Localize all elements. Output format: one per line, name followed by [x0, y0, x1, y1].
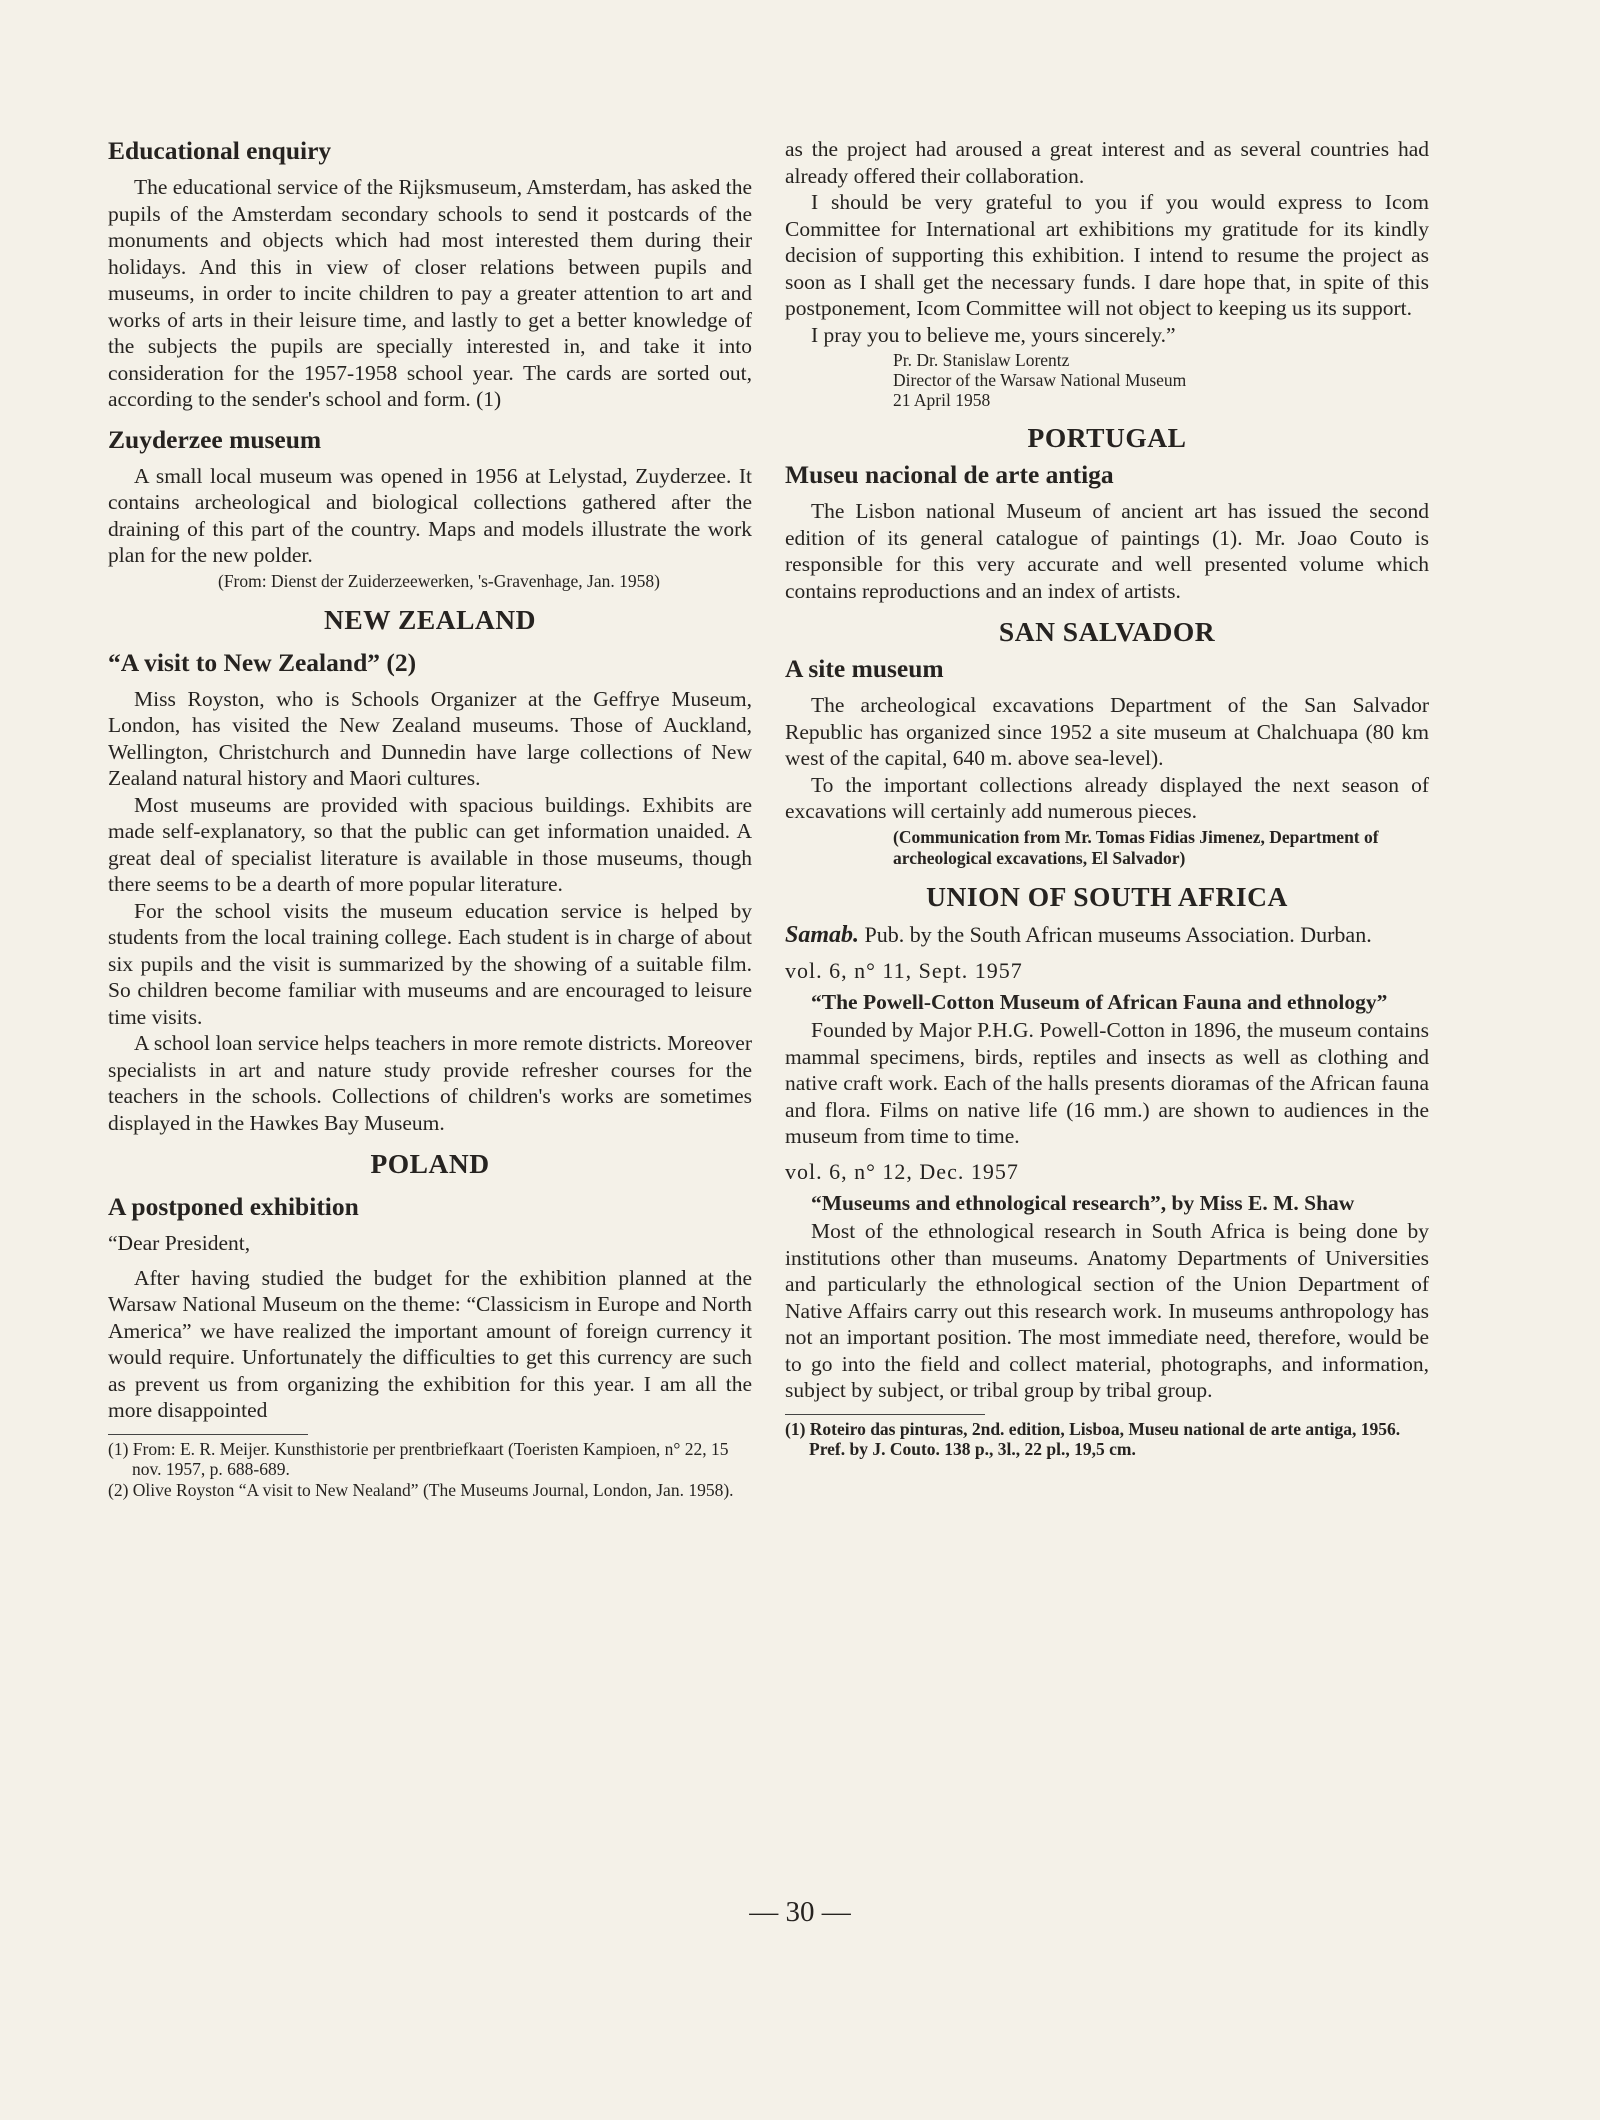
new-zealand-paragraph: A school loan service helps teachers in more remote districts. Moreover specialists in art and nature study provide refresher courses for the teachers in the schools. Collections of children's works are sometimes displayed in the Hawkes Bay Museum. [108, 1031, 752, 1135]
country-san-salvador: SAN SALVADOR [998, 616, 1216, 647]
poland-letter-closing: I pray you to believe me, yours sincerely.” [811, 322, 1176, 347]
new-zealand-paragraph: Most museums are provided with spacious buildings. Exhibits are made self-explanatory, so that the public can get information unaided. A great deal of specialist literature is available in those museums, though there seems to be a dearth of more popular literature. [108, 792, 752, 896]
country-new-zealand: NEW ZEALAND [323, 603, 537, 635]
left-footnotes [108, 1434, 752, 1501]
volume-line-2: vol. 6, n° 12, Dec. 1957 [785, 1158, 1019, 1184]
footnote-2: (2) Olive Royston “A visit to New Nealand” (The Museums Journal, London, Jan. 1958). [108, 1479, 734, 1500]
letter-signature [785, 350, 1429, 410]
footnote-divider [785, 1414, 985, 1415]
san-salvador-text-2: To the important collections already displayed the next season of excavations will certainly add numerous pieces. [785, 772, 1429, 823]
poland-letter-text: After having studied the budget for the exhibition planned at the Warsaw National Museum on the theme: “Classicism in Europe and North America” we have realized the important amount of foreign currency it would require. Unfortunately the difficulties to get this currency are such as prevent us from organizing the exhibition for this year. I am all the more disappointed [108, 1265, 752, 1422]
article-text-2: Most of the ethnological research in South Africa is being done by institutions other than museums. Anatomy Departments of Universities and particularly the ethnological section of the Union Department of Native Affairs carry out this research work. In museums anthropology has not an important position. The most immediate need, therefore, would be to go into the field and collect material, photographs, and information, subject by subject, or tribal group by tribal group. [785, 1219, 1429, 1402]
right-column [785, 136, 1429, 1460]
article-title-1: “The Powell-Cotton Museum of African Fauna and ethnology” [811, 989, 1388, 1014]
right-footnotes [785, 1414, 1429, 1460]
poland-heading: A postponed exhibition [108, 1192, 359, 1221]
san-salvador-source: (Communication from Mr. Tomas Fidias Jimenez, Department of archeological excavations, El Salvador) [893, 826, 1379, 868]
left-column [108, 136, 752, 1500]
samab-name: Samab. [785, 921, 860, 948]
san-salvador-heading: A site museum [785, 654, 944, 683]
poland-letter-continued: as the project had aroused a great interest and as several countries had already offered their collaboration. [785, 137, 1429, 188]
san-salvador-text: The archeological excavations Department of the San Salvador Republic has organized since 1952 a site museum at Chalchuapa (80 km west of the capital, 640 m. above sea-level). [785, 693, 1429, 770]
new-zealand-heading: “A visit to New Zealand” (2) [108, 647, 417, 677]
poland-letter-request: I should be very grateful to you if you would express to Icom Committee for International art exhibitions my gratitude for its kindly decision of supporting this exhibition. I intend to resume the project as soon as I shall get the necessary funds. I dare hope that, in spite of this postponement, Icom Committee will not object to keeping us its support. [785, 190, 1429, 320]
zuyderzee-source: (From: Dienst der Zuiderzeewerken, 's-Gravenhage, Jan. 1958) [218, 570, 660, 591]
new-zealand-paragraph: For the school visits the museum education service is helped by students from the local training college. Each student is in charge of about six pupils and the visit is summarized by the showing of a suitable film. So children become familiar with museums and are encouraged to leisure time visits. [108, 898, 752, 1029]
signature-title: Director of the Warsaw National Museum [893, 370, 1187, 390]
country-poland: POLAND [370, 1148, 490, 1179]
zuyderzee-text: A small local museum was opened in 1956 at Lelystad, Zuyderzee. It contains archeological and biological collections gathered after the draining of this part of the country. Maps and models illustrate the work plan for the new polder. [108, 463, 752, 567]
educational-heading: Educational enquiry [108, 136, 332, 165]
footnote-portugal: (1) Roteiro das pinturas, 2nd. edition, Lisboa, Museu national de arte antiga, 1956. Pref. by J. Couto. 138 p., 3l., 22 pl., 19,5 cm. [785, 1418, 1401, 1459]
portugal-heading: Museu nacional de arte antiga [785, 460, 1114, 489]
signature-name: Pr. Dr. Stanislaw Lorentz [893, 350, 1070, 370]
samab-line [785, 921, 1429, 949]
samab-description: Pub. by the South African museums Association. Durban. [864, 921, 1372, 947]
new-zealand-paragraph: Miss Royston, who is Schools Organizer at the Geffrye Museum, London, has visited the New Zealand museums. Those of Auckland, Wellington, Christchurch and Dunnedin have large collections of New Zealand natural history and Maori cultures. [108, 686, 752, 790]
article-title-2: “Museums and ethnological research”, by Miss E. M. Shaw [811, 1190, 1355, 1215]
educational-text: The educational service of the Rijksmuseum, Amsterdam, has asked the pupils of the Amsterdam secondary schools to send it postcards of the monuments and objects which had most interested them during their holidays. And this in view of closer relations between pupils and museums, in order to incite children to pay a greater attention to art and works of arts in their leisure time, and lastly to get a better knowledge of the subjects the pupils are specially interested in, and take it into consideration for the 1957-1958 school year. The cards are sorted out, according to the sender's school and form. (1) [108, 175, 752, 411]
portugal-text: The Lisbon national Museum of ancient art has issued the second edition of its general catalogue of paintings (1). Mr. Joao Couto is responsible for this very accurate and well presented volume which contains reproductions and an index of artists. [785, 499, 1429, 603]
page-number: — 30 — [749, 1896, 851, 1928]
signature-date: 21 April 1958 [893, 390, 991, 410]
country-portugal: PORTUGAL [1027, 422, 1187, 453]
poland-salutation: “Dear President, [108, 1231, 251, 1255]
footnote-divider [108, 1434, 308, 1435]
volume-line-1: vol. 6, n° 11, Sept. 1957 [785, 957, 1023, 983]
article-text-1: Founded by Major P.H.G. Powell-Cotton in 1896, the museum contains mammal specimens, birds, reptiles and insects as well as clothing and native craft work. Each of the halls presents dioramas of the African fauna and flora. Films on native life (16 mm.) are shown to audiences in the museum from time to time. [785, 1018, 1429, 1148]
zuyderzee-heading: Zuyderzee museum [108, 424, 322, 454]
country-south-africa: UNION OF SOUTH AFRICA [926, 880, 1288, 912]
footnote-1: (1) From: E. R. Meijer. Kunsthistorie per prentbriefkaart (Toeristen Kampioen, n° 22, 15 nov. 1957, p. 688-689. [108, 1438, 729, 1479]
